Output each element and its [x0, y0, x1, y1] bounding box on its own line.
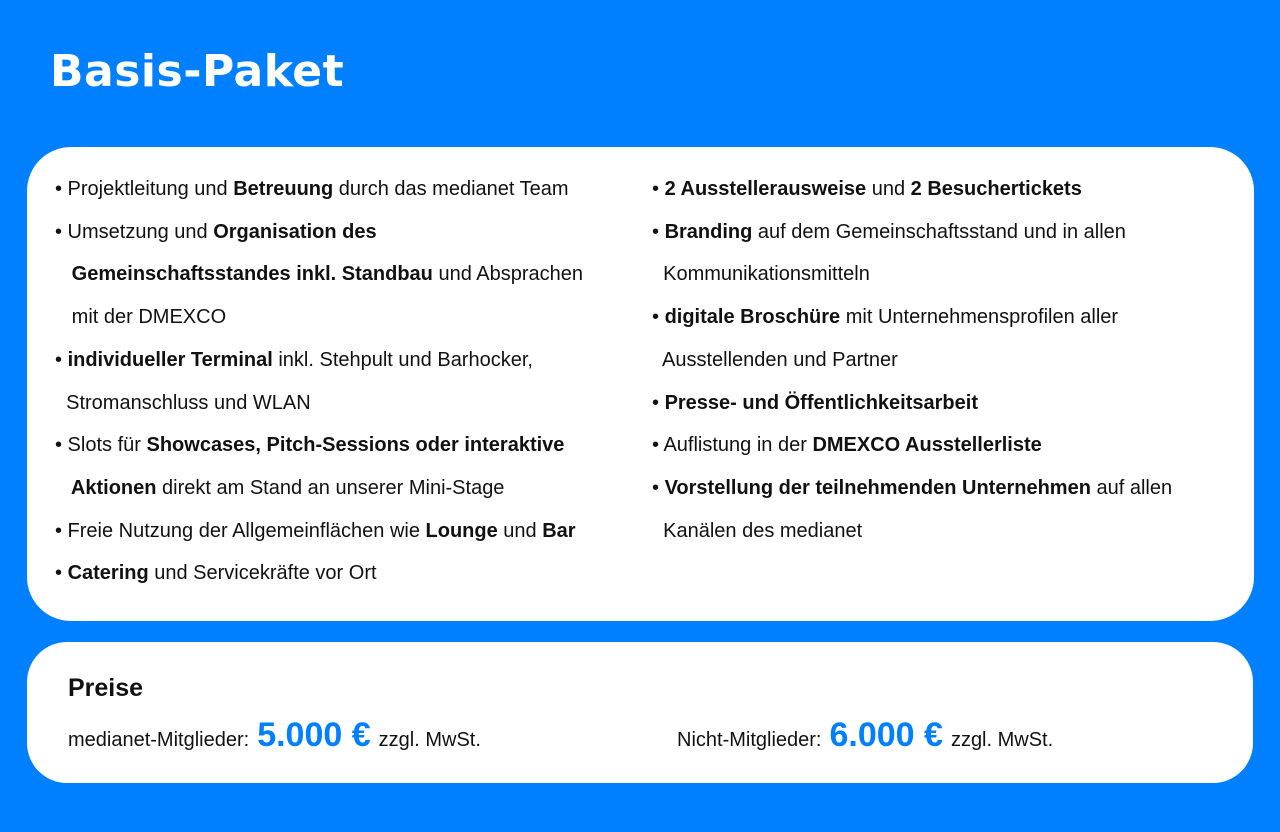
feature-line — [55, 424, 635, 467]
feature-line — [652, 424, 1222, 467]
feature-line — [55, 296, 635, 339]
feature-line — [652, 211, 1222, 254]
feature-text-bold: Organisation des — [213, 220, 377, 243]
feature-line — [55, 510, 635, 553]
feature-text: • Auflistung in der — [652, 434, 813, 457]
feature-text: • — [652, 476, 665, 499]
feature-text-bold: Betreuung — [233, 178, 334, 200]
feature-text: • — [652, 220, 665, 243]
feature-text: • Slots für — [55, 434, 147, 457]
price-nonmembers-suffix: zzgl. MwSt. — [950, 729, 1054, 751]
feature-text: und — [866, 178, 911, 200]
features-list-left — [55, 168, 635, 595]
feature-text: • — [652, 306, 665, 329]
feature-text-bold: Lounge — [425, 519, 498, 542]
feature-text: auf allen — [1090, 476, 1173, 499]
features-list-right — [652, 168, 1222, 552]
feature-text-bold: Catering — [67, 562, 149, 585]
feature-line — [652, 382, 1222, 425]
feature-text: • — [55, 348, 68, 371]
feature-text: • — [55, 562, 68, 585]
feature-line — [55, 253, 635, 296]
price-members-suffix: zzgl. MwSt. — [378, 729, 481, 751]
feature-text: • — [652, 391, 665, 414]
feature-text-bold: 2 Besuchertickets — [910, 178, 1082, 200]
feature-text: • Projektleitung und — [55, 178, 234, 200]
feature-line — [652, 510, 1222, 553]
feature-line — [55, 552, 635, 595]
feature-text: mit der DMEXCO — [55, 306, 227, 329]
feature-line — [55, 211, 635, 254]
price-members — [68, 716, 481, 762]
feature-text-bold: individueller Terminal — [67, 348, 273, 371]
feature-text: • Freie Nutzung der Allgemeinflächen wie — [55, 519, 426, 542]
feature-text-bold: Vorstellung der teilnehmenden Unternehmen — [664, 476, 1091, 499]
feature-text: Kanälen des medianet — [652, 519, 863, 542]
feature-text-bold: DMEXCO Ausstellerliste — [812, 434, 1042, 457]
feature-line — [652, 253, 1222, 296]
feature-text: mit Unternehmensprofilen aller — [840, 306, 1119, 329]
feature-text: Kommunikationsmitteln — [652, 263, 870, 286]
prices-heading: Preise — [68, 674, 144, 702]
feature-text: direkt am Stand an unserer Mini-Stage — [156, 476, 505, 499]
feature-line — [55, 467, 635, 510]
feature-text-bold: digitale Broschüre — [664, 306, 841, 329]
feature-text: durch das medianet Team — [333, 178, 569, 200]
feature-text-bold: Aktionen — [55, 476, 157, 499]
feature-text: Stromanschluss und WLAN — [55, 391, 311, 414]
feature-line — [55, 382, 635, 425]
price-members-amount: 5.000 € — [257, 716, 371, 754]
feature-text: • — [652, 178, 665, 200]
price-members-label: medianet-Mitglieder: — [68, 729, 250, 751]
feature-text: und Servicekräfte vor Ort — [148, 562, 377, 585]
feature-line — [652, 467, 1222, 510]
feature-line — [652, 168, 1222, 211]
feature-text: inkl. Stehpult und Barhocker, — [272, 348, 533, 371]
feature-text: Ausstellenden und Partner — [652, 348, 898, 371]
price-nonmembers — [677, 716, 1053, 762]
feature-text: • Umsetzung und — [55, 220, 214, 243]
feature-line — [55, 168, 635, 211]
feature-text: und Absprachen — [432, 263, 584, 286]
feature-text-bold: Bar — [542, 519, 576, 542]
feature-text-bold: 2 Ausstellerausweise — [664, 178, 867, 200]
price-nonmembers-label: Nicht-Mitglieder: — [677, 729, 822, 751]
feature-text-bold: Branding — [664, 220, 753, 243]
feature-text-bold: Presse- und Öffentlichkeitsarbeit — [664, 391, 978, 414]
feature-text: auf dem Gemeinschaftsstand und in allen — [752, 220, 1126, 243]
feature-line — [652, 296, 1222, 339]
feature-text-bold: Gemeinschaftsstandes inkl. Standbau — [55, 263, 433, 286]
price-nonmembers-amount: 6.000 € — [829, 716, 943, 754]
feature-line — [55, 339, 635, 382]
feature-text: und — [497, 519, 543, 542]
feature-line — [652, 339, 1222, 382]
feature-text-bold: Showcases, Pitch-Sessions oder interaktive — [146, 434, 565, 457]
page-title: Basis-Paket — [50, 46, 345, 97]
